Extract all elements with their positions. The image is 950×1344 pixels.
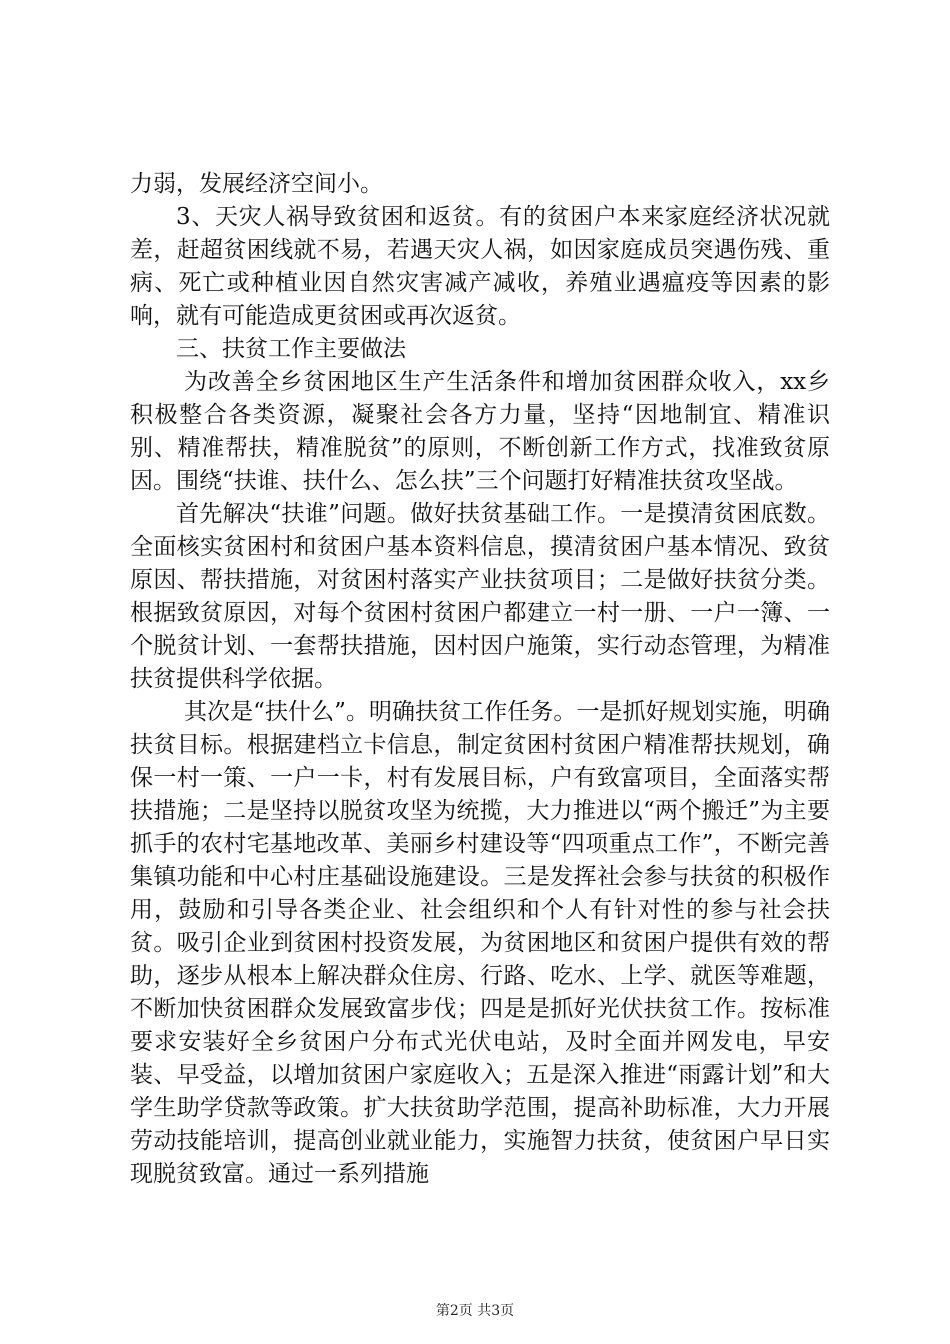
document-body [130,168,830,1191]
paragraph-disaster-poverty: 3、天灾人祸导致贫困和返贫。有的贫困户本来家庭经济状况就差，赶超贫困线就不易，若遇天灾人祸，如因家庭成员突遇伤残、重病、死亡或种植业因自然灾害减产减收，养殖业遇瘟疫等因素的影响，就有可能造成更贫困或再次返贫。 [130,204,830,329]
paragraph-who-to-help: 首先解决“扶谁”问题。做好扶贫基础工作。一是摸清贫困底数。全面核实贫困村和贫困户基本资料信息，摸清贫困户基本情况、致贫原因、帮扶措施，对贫困村落实产业扶贫项目；二是做好扶贫分类。根据致贫原因，对每个贫困村贫困户都建立一村一册、一户一簿、一个脱贫计划、一套帮扶措施，因村因户施策，实行动态管理，为精准扶贫提供科学依据。 [130,501,830,692]
paragraph-continuation: 力弱，发展经济空间小。 [130,171,383,197]
paragraph-overview: 为改善全乡贫困地区生产生活条件和增加贫困群众收入，xx乡积极整合各类资源，凝聚社会各方力量，坚持“因地制宜、精准识别、精准帮扶，精准脱贫”的原则，不断创新工作方式，找准致贫原因。围绕“扶谁、扶什么、怎么扶”三个问题打好精准扶贫攻坚战。 [130,369,830,494]
page-number-footer: 第2页 共3页 [435,1303,515,1319]
paragraph-what-to-help: 其次是“扶什么”。明确扶贫工作任务。一是抓好规划实施，明确扶贫目标。根据建档立卡信息，制定贫困村贫困户精准帮扶规划，确保一村一策、一户一卡，村有发展目标，户有致富项目，全面落实帮扶措施；二是坚持以脱贫攻坚为统揽，大力推进以“两个搬迁”为主要抓手的农村宅基地改革、美丽乡村建设等“四项重点工作”，不断完善集镇功能和中心村庄基础设施建设。三是发挥社会参与扶贫的积极作用，鼓励和引导各类企业、社会组织和个人有针对性的参与社会扶贫。吸引企业到贫困村投资发展，为贫困地区和贫困户提供有效的帮助，逐步从根本上解决群众住房、行路、吃水、上学、就医等难题，不断加快贫困群众发展致富步伐；四是是抓好光伏扶贫工作。按标准要求安装好全乡贫困户分布式光伏电站，及时全面并网发电，早安装、早受益，以增加贫困户家庭收入；五是深入推进“雨露计划”和大学生助学贷款等政策。扩大扶贫助学范围，提高补助标准，大力开展劳动技能培训，提高创业就业能力，实施智力扶贫，使贫困户早日实现脱贫致富。通过一系列措施 [130,699,830,1187]
section-heading-methods: 三、扶贫工作主要做法 [176,336,406,362]
